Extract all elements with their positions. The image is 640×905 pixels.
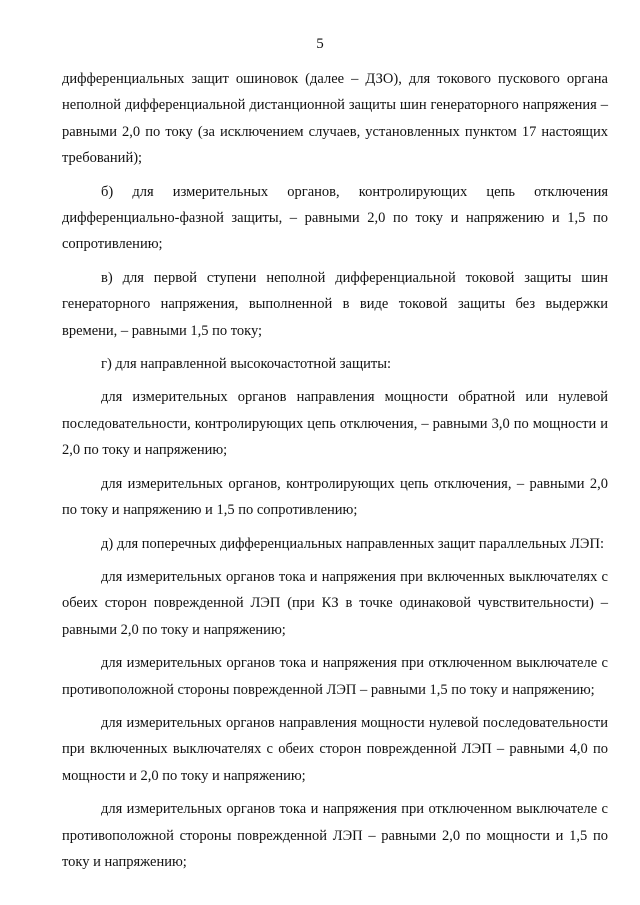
paragraph-item-b: б) для измерительных органов, контролирующих цепь отключения дифференциально-фазной защиты, – равными 2,0 по току и напряжению и 1,5 по сопротивлению; <box>62 183 608 253</box>
paragraph-item-g-sub1: для измерительных органов направления мощности обратной или нулевой последовательности, контролирующих цепь отключения, – равными 3,0 по мощности и 2,0 по току и напряжению; <box>62 389 608 459</box>
paragraph-item-d-sub1: для измерительных органов тока и напряжения при включенных выключателях с обеих сторон поврежденной ЛЭП (при КЗ в точке одинаковой чувствительности) – равными 2,0 по току и напряжению; <box>62 568 608 638</box>
paragraph-continuation: дифференциальных защит ошиновок (далее – ДЗО), для токового пускового органа неполной дифференциальной дистанционной защиты шин генераторного напряжения – равными 2,0 по току (за исключением случаев, установленных пунктом 17 настоящих требований); <box>62 71 608 167</box>
paragraph-item-g-sub2: для измерительных органов, контролирующих цепь отключения, – равными 2,0 по току и напряжению и 1,5 по сопротивлению; <box>62 475 608 519</box>
paragraph-item-g: г) для направленной высокочастотной защиты: <box>101 356 391 373</box>
paragraph-item-v: в) для первой ступени неполной дифференциальной токовой защиты шин генераторного напряжения, выполненной в виде токовой защиты без выдержки времени, – равными 1,5 по току; <box>62 269 608 339</box>
paragraph-item-d-sub2: для измерительных органов тока и напряжения при отключенном выключателе с противоположной стороны поврежденной ЛЭП – равными 1,5 по току и напряжению; <box>62 655 608 698</box>
page-number: 5 <box>316 36 324 52</box>
paragraph-item-d-sub3: для измерительных органов направления мощности нулевой последовательности при включенных выключателях с обеих сторон поврежденной ЛЭП – равными 4,0 по мощности и 2,0 по току и напряжению; <box>62 714 608 784</box>
paragraph-item-d-sub4: для измерительных органов тока и напряжения при отключенном выключателе с противоположной стороны поврежденной ЛЭП – равными 2,0 по мощности и 1,5 по току и напряжению; <box>62 801 608 870</box>
paragraph-item-d: д) для поперечных дифференциальных направленных защит параллельных ЛЭП: <box>101 535 604 552</box>
document-body <box>62 66 608 882</box>
